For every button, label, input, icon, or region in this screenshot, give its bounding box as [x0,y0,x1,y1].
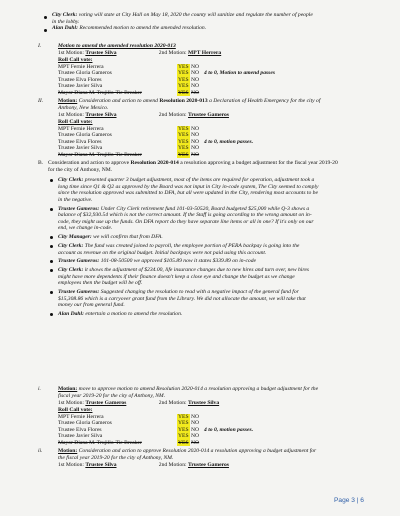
bullet-dot [50,269,53,272]
member-name: Trustee Elva Flores [58,426,102,433]
speaker-label: Alan Dahl: [58,311,84,317]
discussion-text: 101-08-50500 we approved $105.89 now it states $339.89 on in-code [100,258,257,265]
resolution-number: Resolution 2020-013 [159,98,208,104]
discussion-line [58,184,395,191]
vote-yes: YES [178,439,189,446]
first-motion-name: Trustee Silva [85,50,117,56]
first-motion-name: Trustee Silva [85,462,117,468]
vote-result-note: 4 to 0, motion passes. [204,138,254,145]
vote-yes: YES [178,132,189,139]
discussion-item [50,311,395,318]
motion-text-cont: Anthony, New Mexico. [58,105,109,111]
section-title: Motion to amend the amended resolution 2020-013 [58,43,176,49]
discussion-text: money our from general fund. [58,302,125,309]
vote-yes: YES [178,70,189,77]
first-motion-label: 1st Motion: [58,50,84,56]
second-motion-name: Trustee Gameros [188,462,229,468]
roll-call-row [58,414,358,421]
discussion-line [58,250,395,257]
section-number: II. [38,98,44,104]
second-motion-label: 2nd Motion: [158,400,187,406]
bullet-dot [50,245,53,248]
first-motion-label: 1st Motion: [58,112,84,118]
vote-result-note: 4 to 0, Motion to amend passes [204,70,276,77]
motion-text-cont: fiscal year 2019-20 for the city of Anthony, NM. [58,393,166,399]
vote-yes: YES [178,76,189,83]
discussion-text: we will confirm that from DFA. [93,234,163,241]
motion-text: move to approve motion to amend Resolution 2020-014 a resolution approving a budget adjustment for the [78,386,319,392]
vote-no: NO [191,420,200,427]
discussion-item [50,267,395,287]
discussion-text: in the negative. [58,196,93,203]
roll-call-heading: Roll Call vote: [58,57,93,63]
discussion-line [58,177,395,184]
discussion-item [50,258,395,265]
member-name: Trustee Javier Silva [58,83,103,90]
speaker-label: Trustee Gameros: [58,205,100,212]
second-motion-name: Trustee Gameros [188,112,229,118]
bullet-dot [50,236,53,239]
discussion-line [58,243,395,250]
second-motion-name: Trustee Silva [188,400,220,406]
discussion-item [50,243,395,256]
member-name: Trustee Gloria Gameros [58,420,112,427]
roll-call-row [58,77,358,84]
roll-call-row [58,440,358,447]
first-motion-name: Trustee Gameros [85,400,127,406]
bullet-dot [50,291,53,294]
vote-no: NO [191,63,200,70]
top-bullet-1 [52,12,313,19]
discussion-text: might have more dependents if their finance doesn't keep a close eye and change the budget as we change [58,273,295,280]
bullet-dot [44,16,47,19]
vote-no: NO [191,413,200,420]
motion-label: Motion: [58,98,78,104]
vote-no: NO [191,89,200,96]
vote-no: NO [191,439,200,446]
motion-line [58,50,221,57]
discussion-text: since the resolution approved was submitted to DFA, but all were updated in the City, rendering most accounts to be [58,190,318,197]
discussion-line [58,219,395,226]
speaker-label: City Clerk: [52,12,78,18]
vote-result-note: 4 to 0, motion passes. [204,426,254,433]
speaker-label: City Clerk: [58,242,84,249]
roll-call-heading: Roll Call vote: [58,119,93,125]
bullet-text: voting will state at City Hall on May 18, 2020 the county will sanitize and regulate the number of people [78,12,313,18]
motion-statement [58,98,320,105]
vote-yes: YES [178,145,189,152]
motion-text-cont: the fiscal year 2019-20 for the city of Anthony, NM. [58,455,174,461]
roll-call-row [58,152,358,159]
bullet-text: Recommended motion to amend the amended resolution. [79,25,207,31]
discussion-text: Under City Clerk retirement fund 101-03-50520, Board budgeted $25,000 while Q-3 shows a [100,205,310,212]
discussion-item [50,206,395,232]
roll-call-row [58,90,358,97]
vote-no: NO [191,433,200,440]
motion-text: Consideration and action to amend [78,98,158,104]
speaker-label: Trustee Gameros: [58,258,100,265]
member-name: Mayor Diana M. Trujillo-Tie Breaker [58,89,142,96]
speaker-label: City Manager: [58,234,92,241]
vote-yes: YES [178,426,189,433]
bullet-dot [44,29,47,32]
item-statement [48,160,338,167]
vote-no: NO [191,145,200,152]
discussion-item [50,289,395,309]
discussion-item [50,177,395,203]
discussion-text: presented quarter 3 budget adjustment, most of the items are required for operation, adjustment took a [84,177,315,183]
motion-text: Consideration and action to approve Resolution 2020-014 a resolution approving a budget adjustment for [78,448,317,454]
member-name: MPT Fernie Herrera [58,63,104,70]
vote-no: NO [191,70,200,77]
second-motion-label: 2nd Motion: [158,462,187,468]
discussion-line [58,225,395,232]
discussion-text: account as revenue on the original budget. Initial backpays were not paid using this account. [58,249,267,256]
vote-no: NO [191,83,200,90]
roll-call-row [58,132,358,139]
roll-call-heading: Roll Call vote: [58,407,93,413]
roll-call-row [58,126,358,133]
vote-yes: YES [178,413,189,420]
vote-yes: YES [178,125,189,132]
vote-no: NO [191,76,200,83]
roll-call-row [58,145,358,152]
speaker-label: City Clerk: [58,177,84,183]
discussion-line [58,280,395,287]
section-number: ii. [38,448,43,454]
motion-statement [58,386,318,393]
roll-call-table [58,64,358,97]
discussion-line [58,212,395,219]
speaker-label: Alan Dahl: [52,25,78,31]
discussion-line [58,190,395,197]
vote-yes: YES [178,83,189,90]
motion-line [58,112,229,119]
member-name: Trustee Gloria Gameros [58,70,112,77]
item-text: a resolution approving a budget adjustment for the fiscal year 2019-20 [180,160,338,166]
discussion-list [50,177,395,320]
item-text: Consideration and action to approve [48,160,130,166]
discussion-text: code, they might use up the funds. On DFA report do they have separate line items or all in one? If it's only on our [58,218,314,225]
member-name: Trustee Elva Flores [58,76,102,83]
vote-yes: YES [178,433,189,440]
section-letter: B. [38,160,44,166]
member-name: Trustee Gloria Gameros [58,132,112,139]
motion-line [58,462,229,469]
motion-label: Motion: [58,448,78,454]
roll-call-row [58,83,358,90]
vote-no: NO [191,138,200,145]
speaker-label: City Clerk: [58,267,84,274]
vote-yes: YES [178,151,189,158]
discussion-line [58,289,395,296]
roll-call-table [58,126,358,159]
vote-no: NO [191,132,200,139]
vote-no: NO [191,426,200,433]
roll-call-row [58,139,358,146]
bullet-dot [50,208,53,211]
vote-no: NO [191,151,200,158]
motion-line [58,400,219,407]
motion-text: a Declaration of Health Emergency for the city of [209,98,321,104]
speaker-label: Trustee Gameros: [58,289,100,296]
discussion-text: it shows the adjustment of $234.00, life insurance changes due to new hires and turn over, new hires [84,267,309,274]
second-motion-label: 2nd Motion: [158,112,187,118]
section-number: i. [38,386,41,392]
discussion-text: employees then the budget will be off. [58,280,143,287]
discussion-text: end, we change in-code. [58,225,113,232]
section-number: I. [38,43,42,49]
vote-yes: YES [178,138,189,145]
discussion-text: $15,308.86 which is a carryover grant fund from the Library. We did not allocate the amount, we will take that [58,295,306,302]
roll-call-row [58,64,358,71]
first-motion-label: 1st Motion: [58,400,84,406]
discussion-text: entertain a motion to amend the resolution. [85,311,183,317]
roll-call-row [58,433,358,440]
member-name: Mayor Diana M. Trujillo-Tie Breaker [58,151,142,158]
discussion-line [58,197,395,204]
discussion-text: balance of $32,930.54 which is not the correct amount. If the Staff is going according to the wrong amount on in- [58,212,312,219]
motion-statement [58,448,316,455]
second-motion-label: 2nd Motion: [158,50,187,56]
member-name: Trustee Elva Flores [58,138,102,145]
discussion-line [58,258,395,265]
discussion-line [58,234,395,241]
roll-call-table [58,414,358,447]
discussion-text: long time since Q1 & Q2 as approved by the Board was not input in City in-code system, The City seemed to comply [58,183,319,190]
second-motion-name: MPT Herrera [188,50,222,56]
discussion-text: The fund was created joined to payroll, the employee portion of PERA backpay is going into the [84,242,300,249]
top-bullet-2 [52,25,206,32]
roll-call-row [58,70,358,77]
bullet-text-cont: in the lobby. [52,19,80,25]
bullet-dot [50,179,53,182]
bullet-dot [50,260,53,263]
discussion-text: Suggested changing the resolution to read with a negative impact of the general fund for [100,289,299,296]
roll-call-row [58,420,358,427]
member-name: Trustee Javier Silva [58,145,103,152]
vote-yes: YES [178,89,189,96]
first-motion-label: 1st Motion: [58,462,84,468]
member-name: Mayor Diana M. Trujillo-Tie Breaker [58,439,142,446]
vote-no: NO [191,125,200,132]
discussion-line [58,302,395,309]
discussion-item [50,234,395,241]
resolution-number: Resolution 2020-014 [130,160,179,166]
discussion-line [58,267,395,274]
member-name: MPT Fernie Herrera [58,125,104,132]
roll-call-row [58,427,358,434]
page-number: Page 3 | 6 [334,497,364,504]
bullet-dot [50,313,53,316]
vote-yes: YES [178,420,189,427]
member-name: Trustee Javier Silva [58,433,103,440]
first-motion-name: Trustee Silva [85,112,117,118]
motion-label: Motion: [58,386,78,392]
member-name: MPT Fernie Herrera [58,413,104,420]
item-text-cont: for the city of Anthony, NM. [48,167,113,173]
vote-yes: YES [178,63,189,70]
discussion-line [58,311,395,318]
